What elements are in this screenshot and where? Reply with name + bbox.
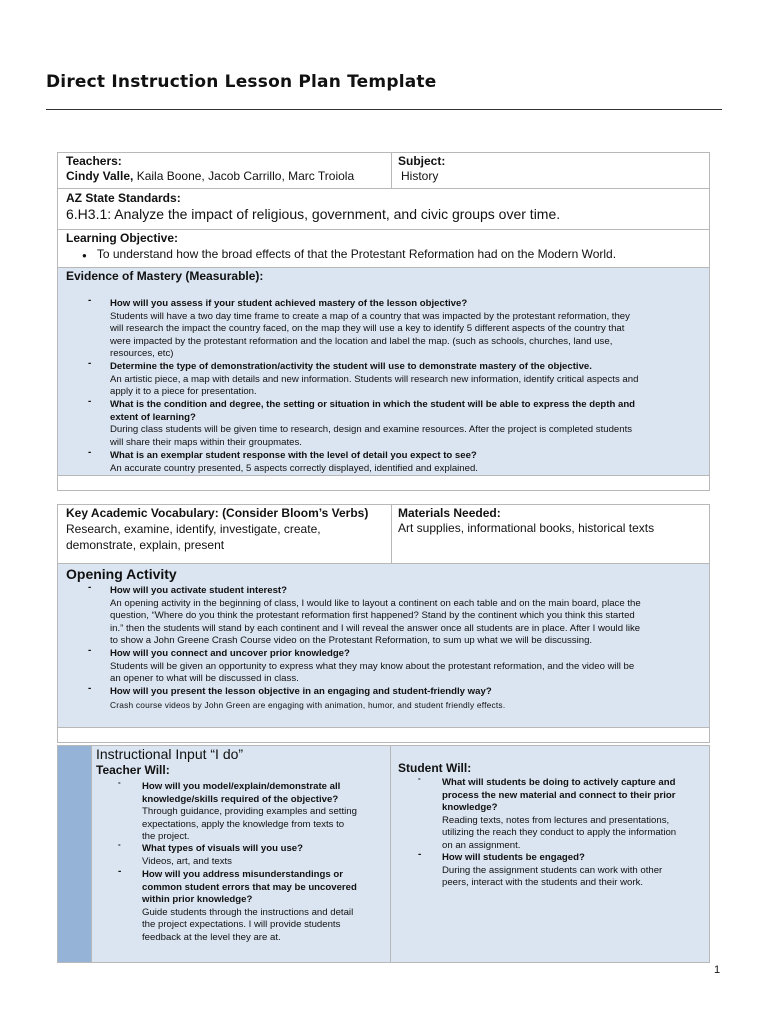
opening-a1-line: An opening activity in the beginning of class, I would like to layout a continent on each table and on the main board, place the [110,597,641,609]
mastery-cell [58,268,709,475]
mastery-a1-line: resources, etc) [110,348,174,360]
activity-table [57,504,710,743]
opening-a2-line: an opener to what will be discussed in class. [110,673,299,685]
mastery-a1-line: will research the impact the country faced, on the map they will use a key to identify 5 different aspects of the country that [110,323,625,335]
subject-label: Subject: [398,154,446,168]
document-title: Direct Instruction Lesson Plan Template [46,72,437,92]
header-table [57,152,710,491]
opening-label: Opening Activity [66,566,177,582]
teacher-a1-line: the project. [142,831,190,843]
standards-label: AZ State Standards: [66,191,181,205]
blue-side-bar [58,746,91,962]
bullet-dash: - [88,358,92,369]
teacher-a3-line: feedback at the level they are at. [142,931,281,943]
bullet-dash: - [418,849,422,860]
mastery-q3-cont: extent of learning? [110,411,196,423]
objective-cell [66,231,616,261]
teacher-q1-line: knowledge/skills required of the objective? [142,793,339,805]
bullet-dash: - [118,778,121,787]
teacher-a1-line: Through guidance, providing examples and setting [142,806,357,818]
mastery-a3-line: will share their maps within their groupmates. [110,436,302,448]
bullet-dash: - [88,582,92,593]
opening-a2-line: Students will be given an opportunity to express what they may know about the protestant reformation, and the video will be [110,660,635,672]
teacher-a3-line: Guide students through the instructions and detail [142,906,354,918]
vocab-line: demonstrate, explain, present [66,538,225,552]
mastery-a2-line: apply it to a piece for presentation. [110,386,257,398]
opening-a1-line: in.” then the students will stand by each continent and I will reveal the answer once all students are in place. After I would like [110,622,641,634]
mastery-a2-line: An artistic piece, a map with details and new information. Students will research new information, identify critical aspects and [110,373,639,385]
page-number: 1 [714,964,721,976]
teacher-q3-line: How will you address misunderstandings or [142,869,343,880]
teacher-q1-line: How will you model/explain/demonstrate all [142,781,341,792]
mastery-q2: Determine the type of demonstration/activity the student will use to demonstrate mastery of the objective. [110,361,592,372]
teachers-first: Cindy Valle, [66,169,134,183]
bullet-dash: - [88,645,92,656]
teacher-a2-line: Videos, art, and texts [142,855,232,867]
teachers-label: Teachers: [66,154,122,168]
opening-q3: How will you present the lesson objective in an engaging and student-friendly way? [110,686,492,697]
mastery-q4: What is an exemplar student response with the level of detail you expect to see? [110,450,477,461]
mastery-a1-line: Students will have a two day time frame to create a map of a country that was impacted by the protestant reformation, they [110,310,630,322]
materials-cell [398,506,654,535]
materials-label: Materials Needed: [398,506,501,520]
subject-value: History [401,169,439,183]
objective-value: To understand how the broad effects of that the Protestant Reformation had on the Modern World. [96,247,617,261]
teachers-cell [66,154,354,183]
objective-label: Learning Objective: [66,231,179,245]
mastery-a4-line: An accurate country presented, 5 aspects correctly displayed, identified and explained. [110,462,478,474]
student-a1-line: on an assignment. [442,839,521,851]
teacher-q3-line: within prior knowledge? [142,894,253,906]
student-q1-line: knowledge? [442,802,498,814]
mastery-a1-line: were impacted by the protestant reformation and the location and label the map. (such as schools, churches, land use, [110,335,613,347]
student-a1-line: Reading texts, notes from lectures and presentations, [442,814,670,826]
opening-a1-line: to show a John Greene Crash Course video on the Protestant Reformation, to sum up what we will be discussing. [110,635,593,647]
vocab-label: Key Academic Vocabulary: (Consider Bloom’s Verbs) [66,506,369,520]
subject-cell [398,154,445,183]
opening-q1: How will you activate student interest? [110,585,287,596]
bullet-dash: - [418,774,421,783]
bullet-dash: - [118,866,122,877]
opening-cell [58,564,709,727]
student-q2-line: How will students be engaged? [442,852,585,863]
objective-bullet: ● [82,251,87,260]
opening-a1-line: question, “Where do you think the protestant reformation first happened? Stand by the continent which you think this started [110,610,635,622]
student-a2-line: During the assignment students can work with other [442,864,663,876]
bullet-dash: - [118,840,121,849]
bullet-dash: - [88,396,92,407]
student-a1-line: utilizing the reach they conduct to apply the information [442,827,677,839]
student-a2-line: peers, interact with the students and their work. [442,877,644,889]
bullet-dash: - [88,295,92,306]
standards-cell [66,191,560,222]
teacher-a1-line: expectations, apply the knowledge from texts to [142,818,345,830]
teacher-will-cell [96,746,243,777]
opening-a3-line: Crash course videos by John Green are engaging with animation, humor, and student friendly effects. [110,699,506,710]
vocab-cell [66,506,368,553]
instruction-label: Instructional Input “I do” [96,746,244,762]
mastery-a3-line: During class students will be given time to research, design and examine resources. After the project is completed students [110,424,633,436]
teachers-rest: Kaila Boone, Jacob Carrillo, Marc Troiola [133,169,355,183]
bullet-dash: - [88,683,92,694]
materials-value: Art supplies, informational books, historical texts [398,521,655,535]
teacher-q2-line: What types of visuals will you use? [142,843,303,854]
mastery-label: Evidence of Mastery (Measurable): [66,269,264,283]
student-will-label: Student Will: [398,761,472,775]
opening-q2: How will you connect and uncover prior knowledge? [110,648,350,659]
instruction-table [57,745,710,963]
mastery-q1: How will you assess if your student achieved mastery of the lesson objective? [110,298,468,309]
bullet-dash: - [88,447,92,458]
teacher-a3-line: the project expectations. I will provide students [142,919,341,931]
student-q1-line: What will students be doing to actively capture and [442,777,676,788]
mastery-q3: What is the condition and degree, the setting or situation in which the student will be able to express the depth and [110,399,636,410]
title-rule [46,109,722,110]
teacher-will-label: Teacher Will: [96,763,170,777]
standards-value: 6.H3.1: Analyze the impact of religious, government, and civic groups over time. [66,206,561,222]
vocab-line: Research, examine, identify, investigate, create, [66,522,321,536]
student-will-cell [398,761,471,775]
student-q1-line: process the new material and connect to their prior [442,789,676,801]
teacher-q3-line: common student errors that may be uncovered [142,881,357,893]
